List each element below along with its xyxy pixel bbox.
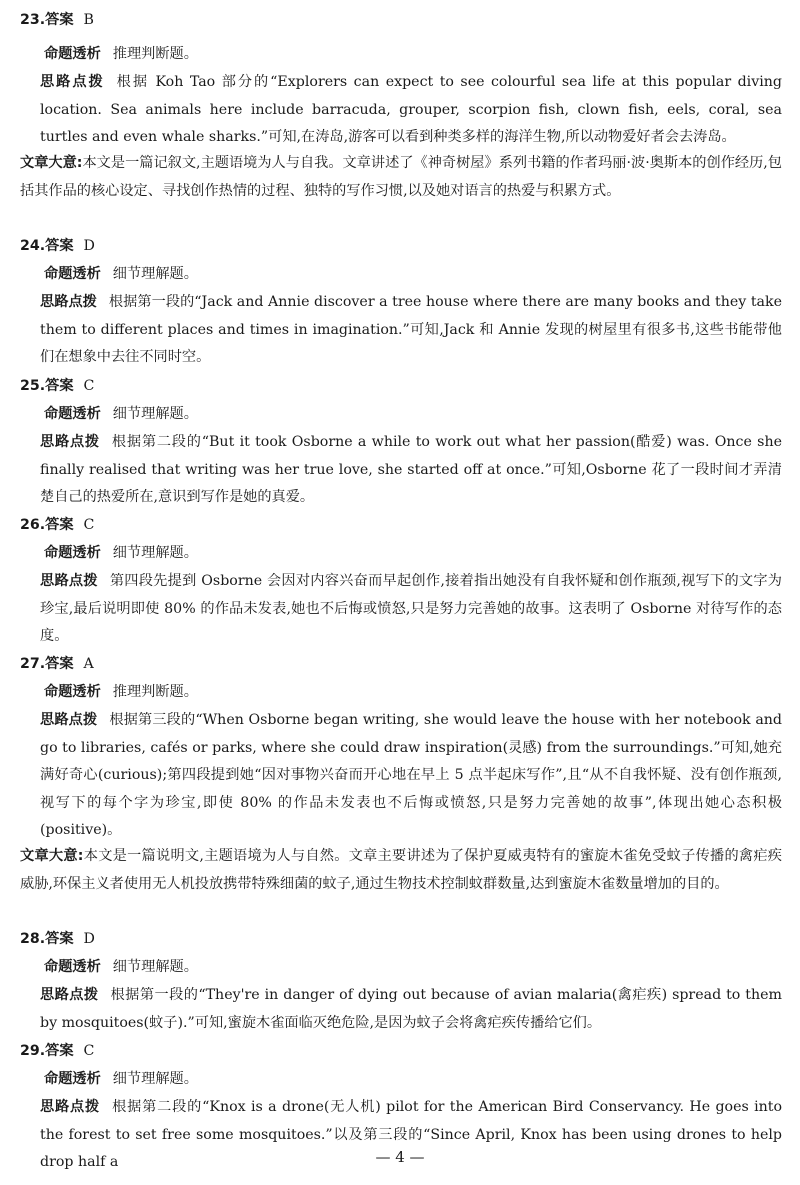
q27-analysis: 推理判断题。	[112, 684, 198, 700]
hint-label: 思路点拨	[40, 1099, 101, 1115]
q23-answer-line	[20, 10, 782, 30]
q27-hint: 根据第三段的“When Osborne began writing, she would leave the house with her notebook and go to libraries, cafés or parks, where she could draw inspiration(灵感) from the surroundings.”可知,她充满好奇心(curious);第四段提到她“因对事物兴奋而开心地在早上 5 点半起床写作”,且“从不自我怀疑、没有创作瓶颈,视写下的每个字为珍宝,即使 80% 的作品未发表也不后悔或愤怒,只是努力完善她的故事”,体现出她心态积极(positive)。	[40, 712, 782, 838]
q24-number: 24.	[20, 238, 46, 254]
answer-label: 答案	[45, 378, 74, 394]
q27-answer-line	[20, 654, 782, 674]
q28-number: 28.	[20, 931, 46, 947]
q25-hint: 根据第二段的“But it took Osborne a while to work out what her passion(酷爱) was. Once she finally realised that writing was her true love, she started off at once.”可知,Osborne 花了一段时间才弄清楚自己的热爱所在,意识到写作是她的真爱。	[40, 434, 782, 505]
answer-label: 答案	[45, 238, 74, 254]
page-number: — 4 —	[375, 1148, 425, 1166]
analysis-label: 命题透析	[44, 684, 101, 700]
hint-label: 思路点拨	[40, 573, 98, 589]
q27-answer: A	[83, 656, 94, 672]
summary-b-text: 本文是一篇记叙文,主题语境为人与自我。文章讲述了《神奇树屋》系列书籍的作者玛丽·波·奥斯本的创作经历,包括其作品的核心设定、寻找创作热情的过程、独特的写作习惯,以及她对语言的热爱与积累方式。	[20, 155, 782, 199]
q23-answer: B	[83, 12, 94, 28]
answer-label: 答案	[45, 517, 74, 533]
summary-label: 文章大意:	[20, 155, 83, 171]
q26-answer-line	[20, 515, 782, 535]
answer-label: 答案	[45, 12, 74, 28]
q29-answer-line	[20, 1041, 782, 1061]
q26-hint: 第四段先提到 Osborne 会因对内容兴奋而早起创作,接着指出她没有自我怀疑和创作瓶颈,视写下的文字为珍宝,最后说明即使 80% 的作品未发表,她也不后悔或愤怒,只是努力完善她的故事。这表明了 Osborne 对待写作的态度。	[40, 573, 782, 644]
q23-hint: 根据 Koh Tao 部分的“Explorers can expect to see colourful sea life at this popular diving location. Sea animals here include barracuda, grouper, scorpion fish, clown fish, eels, coral, sea turtles and even whale sharks.”可知,在涛岛,游客可以看到种类多样的海洋生物,所以动物爱好者会去涛岛。	[40, 74, 782, 145]
analysis-label: 命题透析	[44, 1071, 101, 1087]
q24-answer: D	[83, 238, 95, 254]
answer-label: 答案	[45, 656, 74, 672]
answer-label: 答案	[45, 1043, 74, 1059]
q29-analysis-line	[44, 1069, 782, 1089]
hint-label: 思路点拨	[40, 294, 97, 310]
q26-number: 26.	[20, 517, 46, 533]
summary-label: 文章大意:	[20, 848, 84, 864]
summary-c-text: 本文是一篇说明文,主题语境为人与自然。文章主要讲述为了保护夏威夷特有的蜜旋木雀免受蚊子传播的禽疟疾威胁,环保主义者使用无人机投放携带特殊细菌的蚊子,通过生物技术控制蚊群数量,达到蜜旋木雀数量增加的目的。	[20, 848, 782, 892]
q28-analysis-line	[44, 957, 782, 977]
analysis-label: 命题透析	[44, 545, 101, 561]
q29-analysis: 细节理解题。	[112, 1071, 198, 1087]
q26-analysis-line	[44, 543, 782, 563]
q24-analysis-line	[44, 264, 782, 284]
q29-answer: C	[83, 1043, 95, 1059]
q29-hint: 根据第二段的“Knox is a drone(无人机) pilot for the American Bird Conservancy. He goes into the forest to set free some mosquitoes.”以及第三段的“Since April, Knox has been using drones to help drop half a	[40, 1099, 782, 1170]
q25-hint-block	[40, 429, 782, 512]
q27-hint-block	[40, 707, 782, 845]
q27-number: 27.	[20, 656, 46, 672]
analysis-label: 命题透析	[44, 46, 101, 62]
analysis-label: 命题透析	[44, 266, 101, 282]
hint-label: 思路点拨	[40, 712, 98, 728]
q27-analysis-line	[44, 682, 782, 702]
answer-label: 答案	[45, 931, 74, 947]
q26-hint-block	[40, 568, 782, 651]
q23-number: 23.	[20, 12, 46, 28]
q25-number: 25.	[20, 378, 46, 394]
q28-answer-line	[20, 929, 782, 949]
q28-answer: D	[83, 931, 95, 947]
q29-number: 29.	[20, 1043, 46, 1059]
q23-analysis: 推理判断题。	[112, 46, 198, 62]
q28-analysis: 细节理解题。	[112, 959, 198, 975]
hint-label: 思路点拨	[40, 987, 99, 1003]
q28-hint-block	[40, 982, 782, 1037]
q25-analysis-line	[44, 404, 782, 424]
q25-analysis: 细节理解题。	[112, 406, 198, 422]
summary-b-block	[20, 150, 782, 205]
hint-label: 思路点拨	[40, 434, 100, 450]
hint-label: 思路点拨	[40, 74, 105, 90]
q24-answer-line	[20, 236, 782, 256]
analysis-label: 命题透析	[44, 959, 101, 975]
q28-hint: 根据第一段的“They're in danger of dying out because of avian malaria(禽疟疾) spread to them by mosquitoes(蚊子).”可知,蜜旋木雀面临灭绝危险,是因为蚊子会将禽疟疾传播给它们。	[40, 987, 782, 1031]
q25-answer-line	[20, 376, 782, 396]
summary-c-block	[20, 843, 782, 898]
q24-hint: 根据第一段的“Jack and Annie discover a tree house where there are many books and they take them to different places and times in imagination.”可知,Jack 和 Annie 发现的树屋里有很多书,这些书能带他们在想象中去往不同时空。	[40, 294, 782, 365]
q24-analysis: 细节理解题。	[112, 266, 198, 282]
analysis-label: 命题透析	[44, 406, 101, 422]
q24-hint-block	[40, 289, 782, 372]
q26-answer: C	[83, 517, 95, 533]
q23-hint-block	[40, 69, 782, 152]
q23-analysis-line	[44, 44, 782, 64]
q26-analysis: 细节理解题。	[112, 545, 198, 561]
q25-answer: C	[83, 378, 95, 394]
